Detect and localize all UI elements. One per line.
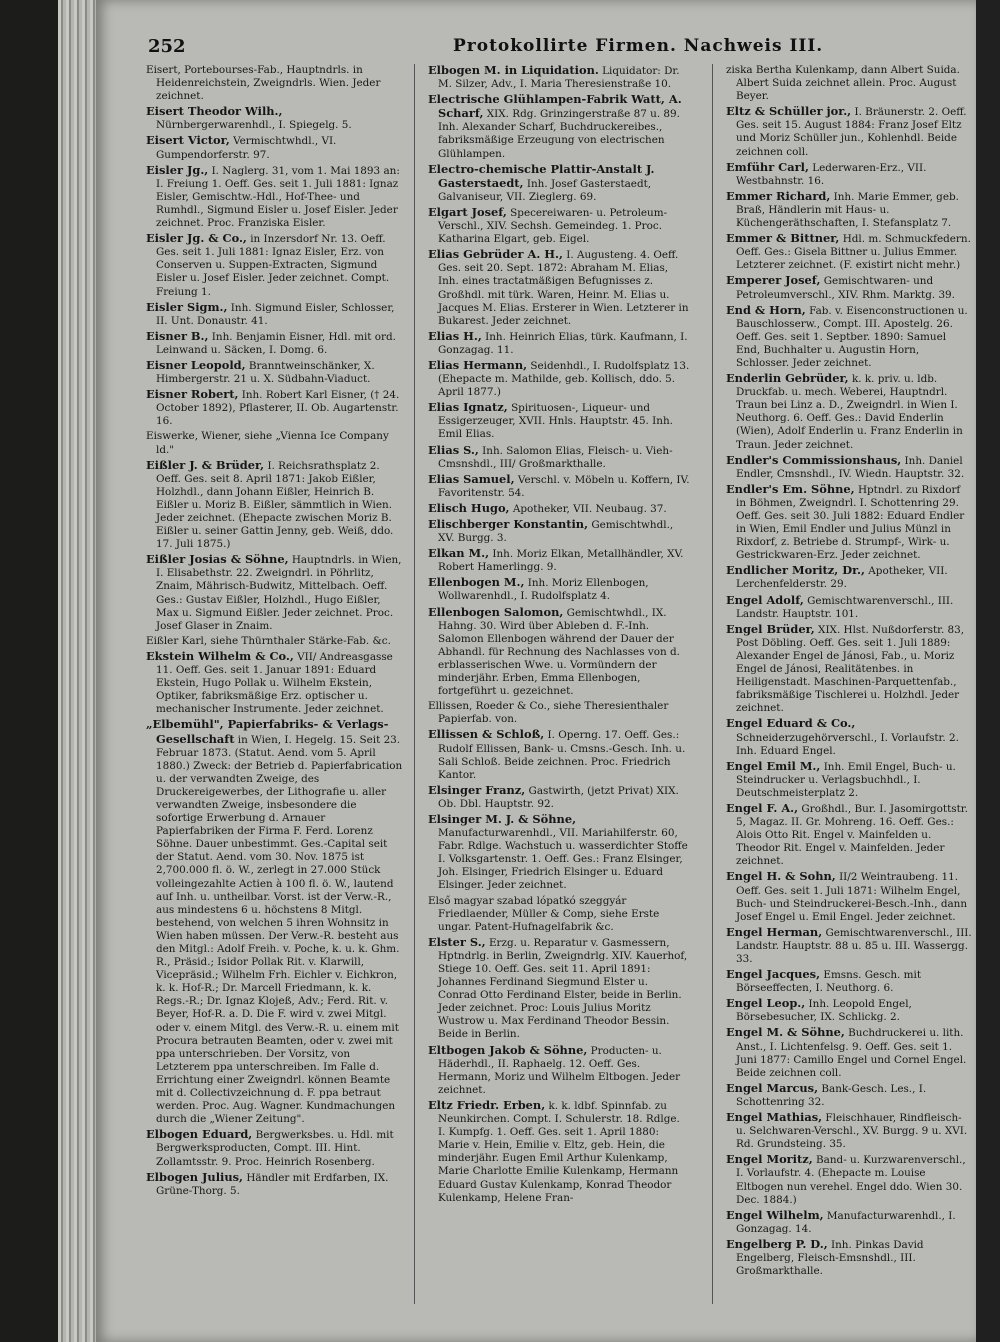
firm-details: I. Naglerg. 31, vom 1. Mai 1893 an: I. Freiung 1. Oeff. Ges. seit 1. Juli 1881: Ignaz Eisler, Gemischtw.-Hdl., Hof-Thee- und Rumhdl., Sigmund Eisler u. Josef Eisler. Jeder zeichnet. Proc. Franziska Eisler.	[156, 164, 400, 230]
firm-name: Emmer & Bittner,	[726, 231, 840, 246]
firm-name: Elias H.,	[428, 328, 482, 343]
directory-entry	[428, 206, 690, 246]
firm-name: Elbogen Eduard,	[146, 1127, 253, 1142]
firm-name: Eisert Victor,	[146, 133, 230, 148]
firm-name: End & Horn,	[726, 302, 806, 317]
directory-entry	[726, 1209, 972, 1236]
directory-entry	[428, 1099, 690, 1205]
directory-entry	[428, 401, 690, 441]
firm-name: Engelberg P. D.,	[726, 1236, 828, 1251]
firm-details: Inh. Pinkas David Engelberg, Fleisch-Emsnshdl., III. Großmarkthalle.	[736, 1238, 924, 1278]
directory-entry	[146, 301, 404, 328]
firm-name: Engel M. & Söhne,	[726, 1025, 845, 1040]
firm-details: k. k. ldbf. Spinnfab. zu Neunkirchen. Compt. I. Schulerstr. 18. Rdlge. I. Kumpfg. 1. Oeff. Ges. seit 1. April 1880: Marie v. Hein, Emilie v. Eltz, geb. Hein, die minderjähr. Eugen Emil Arthur Kulenkamp, Marie Charlotte Emilie Kulenkamp, Hermann Eduard Gustav Kulenkamp, Konrad Theodor Kulenkamp, Helene Fran-	[438, 1099, 680, 1204]
firm-name: Emführ Carl,	[726, 159, 809, 174]
directory-entry	[726, 1111, 972, 1151]
firm-name: Eisner Robert,	[146, 387, 239, 402]
firm-details: XIX. Hlst. Nußdorferstr. 83, Post Döbling. Oeff. Ges. seit 1. Juli 1889: Alexander Engel de Jánosi, Fab., u. Moriz Engel de Jánosi, Realitätenbes. in Heiligenstadt. Maschinen-Parquettenfab., fabriksmäßige Tischlerei u. Holzhdl. Jeder zeichnet.	[736, 623, 965, 715]
firm-name: Elisch Hugo,	[428, 500, 510, 515]
directory-entry	[428, 248, 690, 328]
firm-name: Engel Emil M.,	[726, 758, 821, 773]
firm-details: Liquidator: Dr. M. Silzer, Adv., I. Maria Theresienstraße 10.	[438, 65, 680, 91]
firm-details: Emsns. Gesch. mit Börseeffecten, I. Neuthorg. 6.	[736, 969, 922, 995]
directory-entry	[726, 594, 972, 621]
firm-name: Eisner Leopold,	[146, 357, 246, 372]
directory-entry	[146, 430, 404, 456]
directory-page	[96, 0, 976, 1342]
directory-entry	[146, 650, 404, 716]
directory-entry	[428, 547, 690, 574]
firm-details: Hptndrl. zu Rixdorf in Böhmen, Zweigndrl. I. Schottenring 29. Oeff. Ges. seit 30. Juli 1882: Eduard Endler in Wien, Emil Endler und Julius Münzl in Rixdorf, z. Betriebe d. Strumpf-, Wirk- u. Gestrickwaren-Erz. Jeder zeichnet.	[736, 483, 965, 562]
firm-name: Engel Leop.,	[726, 996, 806, 1011]
directory-entry	[726, 997, 972, 1024]
directory-entry	[146, 553, 404, 633]
firm-details: in Wien, I. Hegelg. 15. Seit 23. Februar 1873. (Statut. Aend. vom 5. April 1880.) Zweck: der Betrieb d. Papierfabrication u. der verwandten Zweige, des Druckereigewerbes, der Lithografie u. aller verwandten Zweige, insbesondere die sofortige Erwerbung d. Arnauer Papierfabriken der Firma F. Ferd. Lorenz Söhne. Dauer unbestimmt. Ges.-Capital seit der Statut. Aend. vom 30. Nov. 1875 ist 2,700.000 fl. ö. W., zerlegt in 27.000 Stück volleingezahlte Actien à 100 fl. ö. W., lautend auf Inh. u. untheilbar. Vorst. ist der Verw.-R., aus mindestens 6 u. höchstens 8 Mitgl. bestehend, von welchen 5 ihren Wohnsitz in Wien haben müssen. Der Verw.-R. besteht aus den Mitgl.: Adolf Freih. v. Poche, k. u. k. Ghm. R., Präsid.; Isidor Pollak Rit. v. Klarwill, Vicepräsid.; Wilhelm Frh. Eichler v. Eichkron, k. k. Hof-R.; Dr. Marcell Friedmann, k. k. Regs.-R.; Dr. Ignaz Klojeß, Adv.; Ferd. Rit. v. Beyer, Hof-R. a. D. Die F. wird v. zwei Mitgl. oder v. einem Mitgl. des Verw.-R. u. einem mit Procura betrauten Beamten, oder v. zwei mit ppa unterschrieben. Der Vorsitz, von Letzterem ppa unterschreiben. Im Falle d. Errichtung einer Zweigndrl. können Beamte mit d. Collectivzeichnung d. F. ppa betraut werden. Proc. Aug. Wagner. Kundmachungen durch die „Wiener Zeitung".	[156, 733, 403, 1126]
firm-name: Engel F. A.,	[726, 800, 799, 815]
firm-name: Endler's Em. Söhne,	[726, 481, 855, 496]
directory-entry	[428, 359, 690, 399]
column-left	[146, 64, 404, 1314]
column-right	[726, 64, 972, 1314]
directory-entry	[726, 1238, 972, 1278]
firm-details: Bank-Gesch. Les., I. Schottenring 32.	[736, 1082, 927, 1108]
firm-details: Fab. v. Eisenconstructionen u. Bauschlosserw., Compt. III. Apostelg. 26. Oeff. Ges. seit 1. Septber. 1890: Samuel End, Buchhalter u. Augustin Horn, Schlosser. Jeder zeichnet.	[736, 304, 968, 369]
directory-entry	[726, 161, 972, 188]
firm-details: Seidenhdl., I. Rudolfsplatz 13. (Ehepacte m. Mathilde, geb. Kollisch, ddo. 5. April 1877.)	[438, 359, 690, 399]
directory-entry	[726, 64, 972, 103]
firm-details: Vermischtwhdl., VI. Gumpendorferstr. 97.	[156, 135, 337, 161]
directory-entry	[726, 105, 972, 158]
firm-name: Engel Mathias,	[726, 1110, 823, 1125]
directory-entry	[428, 936, 690, 1042]
firm-details: Buchdruckerei u. lith. Anst., I. Lichtenfelsg. 9. Oeff. Ges. seit 1. Juni 1877: Camillo Engel und Cornel Engel. Beide zeichnen coll.	[736, 1027, 967, 1079]
firm-details: Gemischtwarenverschl., III. Landstr. Hauptstr. 88 u. 85 u. III. Wassergg. 33.	[736, 926, 972, 965]
directory-entry	[428, 502, 690, 516]
firm-details: Apotheker, VII. Neubaug. 37.	[512, 502, 667, 515]
firm-details: I. Bräunerstr. 2. Oeff. Ges. seit 15. August 1884: Franz Josef Eltz und Moriz Schüller jun., Kohlenhdl. Beide zeichnen coll.	[736, 106, 967, 158]
firm-details: Specereiwaren- u. Petroleum-Verschl., XIV. Sechsh. Gemeindeg. 1. Proc. Katharina Elgart, geb. Eigel.	[438, 206, 668, 246]
firm-details: Inh. Salomon Elias, Fleisch- u. Vieh-Cmsnshdl., III/ Großmarkthalle.	[438, 444, 673, 470]
firm-details: Gastwirth, (jetzt Privat) XIX. Ob. Dbl. Hauptstr. 92.	[438, 784, 679, 810]
column-middle	[428, 64, 690, 1314]
firm-details: XIX. Rdg. Grinzingerstraße 87 u. 89. Inh. Alexander Scharf, Buchdruckereibes., fabriksmäßige Erzeugung von electrischen Glühlampen.	[438, 108, 680, 160]
firm-details: I. Augusteng. 4. Oeff. Ges. seit 20. Sept. 1872: Abraham M. Elias, Inh. eines tractatmäßigen Befugnisses z. Großhdl. mit türk. Waren, Heinr. M. Elias u. Jacques M. Elias. Ersterer in Wien. Letzterer in Bukarest. Jeder zeichnet.	[438, 249, 689, 327]
firm-details: Gemischtwaren- und Petroleumverschl., XIV. Rhm. Marktg. 39.	[736, 275, 955, 301]
firm-name: Elischberger Konstantin,	[428, 517, 589, 531]
firm-name: Eisert Theodor Wilh.,	[146, 104, 283, 119]
firm-details: Hauptndrls. in Wien, I. Elisabethstr. 22. Zweigndrl. in Pöhrlitz, Znaim, Mährisch-Budwitz, Mittelbach. Oeff. Ges.: Gustav Eißler, Holzhdl., Hugo Eißler, Max u. Sigmund Eißler. Jeder zeichnet. Proc. Josef Glaser in Znaim.	[156, 554, 402, 632]
firm-name: Engel Brüder,	[726, 621, 815, 636]
firm-name: Emperer Josef,	[726, 273, 821, 288]
directory-entry	[146, 635, 404, 648]
directory-entry	[146, 330, 404, 357]
directory-entry	[726, 968, 972, 995]
firm-details: Inh. Moriz Ellenbogen, Wollwarenhdl., I. Rudolfsplatz 4.	[438, 577, 649, 603]
directory-entry	[146, 1171, 404, 1198]
page-header	[148, 36, 948, 66]
firm-name: Elias Hermann,	[428, 357, 528, 372]
directory-entry	[428, 576, 690, 603]
directory-entry	[726, 717, 972, 757]
directory-entry	[726, 802, 972, 868]
firm-details: Eiswerke, Wiener, siehe „Vienna Ice Company ld."	[146, 430, 389, 456]
firm-details: Inh. Daniel Endler, Cmsnshdl., IV. Wiedn. Hauptstr. 32.	[736, 454, 965, 480]
directory-entry	[726, 870, 972, 923]
directory-entry	[146, 359, 404, 386]
firm-name: Eißler J. & Brüder,	[146, 457, 265, 472]
firm-name: Elbogen M. in Liquidation.	[428, 64, 599, 77]
firm-details: Eisert, Portebourses-Fab., Hauptndrls. in Heidenreichstein, Zweigndrls. Wien. Jeder zeichnet.	[146, 64, 381, 103]
firm-details: Inh. Leopold Engel, Börsebesucher, IX. Schlickg. 2.	[736, 998, 912, 1024]
firm-details: Fleischhauer, Rindfleisch- u. Selchwaren-Verschl., XV. Burgg. 9 u. XVI. Rd. Grundsteing. 35.	[736, 1112, 968, 1151]
book-page-edges	[58, 0, 98, 1342]
firm-name: Elias Ignatz,	[428, 400, 508, 415]
firm-details: Inh. Marie Emmer, geb. Braß, Händlerin mit Haus- u. Küchengeräthschaften, I. Stefansplatz 7.	[736, 190, 959, 230]
firm-name: Enderlin Gebrüder,	[726, 371, 849, 386]
directory-entry	[146, 105, 404, 132]
firm-name: Engel Eduard & Co.,	[726, 716, 856, 731]
firm-name: Elkan M.,	[428, 546, 490, 561]
directory-entry	[428, 606, 690, 699]
directory-entry	[726, 623, 972, 716]
directory-entry	[428, 64, 690, 91]
firm-name: Elster S.,	[428, 934, 486, 949]
firm-name: Elias Samuel,	[428, 471, 515, 486]
firm-name: Elgart Josef,	[428, 204, 507, 219]
directory-entry	[428, 784, 690, 811]
firm-name: Ellissen & Schloß,	[428, 727, 545, 742]
firm-name: Ellenbogen Salomon,	[428, 604, 564, 619]
firm-details: Inh. Emil Engel, Buch- u. Steindrucker u. Verlagsbuchhdl., I. Deutschmeisterplatz 2.	[736, 760, 956, 799]
directory-entry	[428, 473, 690, 500]
scan-dark-margin	[976, 0, 1000, 1342]
directory-entry	[428, 163, 690, 204]
directory-entry	[726, 274, 972, 301]
firm-details: Händler mit Erdfarben, IX. Grüne-Thorg. 5.	[156, 1171, 389, 1197]
firm-name: Eißler Josias & Söhne,	[146, 552, 289, 567]
firm-details: Schneiderzugehörverschl., I. Vorlaufstr. 2. Inh. Eduard Engel.	[736, 731, 959, 757]
firm-details: k. k. priv. u. ldb. Druckfab. u. mech. Weberei, Hauptndrl. Traun bei Linz a. D., Zweigndrl. in Wien I. Neuthorg. 6. Oeff. Ges.: David Enderlin (Wien), Adolf Enderlin u. Franz Enderlin in Traun. Jeder zeichnet.	[736, 373, 963, 451]
column-divider	[414, 64, 415, 1304]
firm-name: Emmer Richard,	[726, 188, 831, 203]
directory-entry	[428, 813, 690, 893]
directory-entry	[726, 760, 972, 800]
firm-name: Endlicher Moritz, Dr.,	[726, 563, 865, 578]
firm-details: Manufacturwarenhdl., I. Gonzagag. 14.	[736, 1209, 956, 1235]
firm-details: Band- u. Kurzwarenverschl., I. Vorlaufstr. 4. (Ehepacte m. Louise Eltbogen nun verehel. Engel ddo. Wien 30. Dec. 1884.)	[736, 1154, 966, 1206]
firm-name: Engel H. & Sohn,	[726, 869, 836, 884]
firm-details: I. Operng. 17. Oeff. Ges.: Rudolf Ellissen, Bank- u. Cmsns.-Gesch. Inh. u. Sali Schloß. Beide zeichnen. Proc. Friedrich Kantor.	[438, 729, 686, 781]
firm-details: Inh. Josef Gasterstaedt, Galvaniseur, VII. Zieglerg. 69.	[438, 177, 652, 203]
firm-name: Eisler Jg.,	[146, 162, 209, 177]
directory-entry	[428, 700, 690, 726]
column-divider	[712, 64, 713, 1304]
firm-details: Apotheker, VII. Lerchenfelderstr. 29.	[736, 565, 948, 591]
firm-details: Eißler Karl, siehe Thürnthaler Stärke-Fab. &c.	[146, 634, 391, 647]
firm-name: Eisler Sigm.,	[146, 299, 228, 314]
directory-entry	[428, 1044, 690, 1097]
directory-entry	[146, 164, 404, 230]
directory-entry	[428, 518, 690, 545]
firm-details: Gemischtwarenverschl., III. Landstr. Hauptstr. 101.	[736, 594, 954, 620]
firm-name: Elsinger Franz,	[428, 782, 526, 797]
firm-name: Electro-chemische Plattir-Anstalt J. Gasterstaedt,	[428, 161, 655, 190]
directory-entry	[146, 134, 404, 161]
firm-name: „Elbemühl", Papierfabriks- & Verlags-Gesellschaft	[146, 717, 389, 746]
directory-entry	[726, 304, 972, 370]
firm-details: Inh. Benjamin Eisner, Hdl. mit ord. Leinwand u. Säcken, I. Domg. 6.	[156, 330, 396, 356]
firm-name: Engel Herman,	[726, 924, 823, 939]
directory-entry	[726, 483, 972, 563]
firm-name: Ellenbogen M.,	[428, 575, 525, 590]
page-title: Protokollirte Firmen. Nachweis III.	[453, 36, 824, 56]
firm-details: Inh. Robert Karl Eisner, († 24. October 1892), Pflasterer, II. Ob. Augartenstr. 16.	[156, 389, 400, 428]
directory-entry	[146, 64, 404, 103]
firm-name: Eltz & Schüller jor.,	[726, 104, 852, 119]
firm-name: Elsinger M. J. & Söhne,	[428, 811, 577, 826]
firm-name: Engel Adolf,	[726, 592, 804, 607]
directory-entry	[726, 232, 972, 272]
firm-details: Hdl. m. Schmuckfedern. Oeff. Ges.: Gisela Bittner u. Julius Emmer. Letzterer zeichnet. (F. existirt nicht mehr.)	[736, 233, 971, 272]
firm-details: Spirituosen-, Liqueur- und Essigerzeuger, XVII. Hnls. Hauptstr. 45. Inh. Emil Elias.	[438, 402, 673, 441]
firm-details: Gemischtwhdl., IX. Hahng. 30. Wird über Ableben d. F.-Inh. Salomon Ellenbogen während der Dauer der Abhandl. für Rechnung des Nachlasses von d. erblasserischen Wwe. u. Vormündern der minderjähr. Erben, Emma Ellenbogen, fortgeführt u. gezeichnet.	[438, 606, 680, 698]
firm-details: II/2 Weintraubeng. 11. Oeff. Ges. seit 1. Juli 1871: Wilhelm Engel, Buch- und Steindruckerei-Besch.-Inh., dann Josef Engel u. Emil Engel. Jeder zeichnet.	[736, 871, 968, 923]
page-number: 252	[148, 36, 186, 57]
directory-entry	[428, 895, 690, 934]
directory-entry	[146, 459, 404, 552]
firm-details: Branntweinschänker, X. Himbergerstr. 21 u. X. Südbahn-Viaduct.	[156, 359, 375, 386]
firm-name: Eltz Friedr. Erben,	[428, 1097, 546, 1112]
directory-entry	[726, 190, 972, 230]
directory-entry	[726, 926, 972, 966]
firm-name: Engel Jacques,	[726, 967, 821, 982]
directory-entry	[726, 1153, 972, 1206]
firm-details: Manufacturwarenhdl., VII. Mariahilferstr. 60, Fabr. Rdlge. Wachstuch u. wasserdichter Stoffe I. Volksgartenstr. 1. Oeff. Ges.: Franz Elsinger, Joh. Elsinger, Friedrich Elsinger u. Eduard Elsinger. Jeder zeichnet.	[438, 827, 688, 892]
firm-name: Elias Gebrüder A. H.,	[428, 247, 563, 262]
directory-entry	[428, 444, 690, 471]
firm-details: Bergwerksbes. u. Hdl. mit Bergwerksproducten, Compt. III. Hint. Zollamtsstr. 9. Proc. Heinrich Rosenberg.	[156, 1129, 394, 1168]
directory-entry	[726, 564, 972, 591]
firm-details: Verschl. v. Möbeln u. Koffern, IV. Favoritenstr. 54.	[438, 473, 690, 499]
directory-entry	[428, 330, 690, 357]
firm-details: Első magyar szabad lópatkó szeggyár Friedlaender, Müller & Comp, siehe Erste ungar. Patent-Hufnagelfabrik &c.	[428, 894, 660, 933]
firm-details: Producten- u. Häderhdl., II. Raphaelg. 12. Oeff. Ges. Hermann, Moriz und Wilhelm Eltbogen. Jeder zeichnet.	[438, 1044, 681, 1096]
directory-entry	[146, 388, 404, 428]
firm-details: Inh. Heinrich Elias, türk. Kaufmann, I. Gonzagag. 11.	[438, 330, 688, 356]
firm-details: Inh. Moriz Elkan, Metallhändler, XV. Robert Hamerlingg. 9.	[438, 548, 684, 574]
directory-entry	[726, 1082, 972, 1109]
directory-entry	[146, 718, 404, 1126]
directory-entry	[726, 372, 972, 452]
firm-details: ziska Bertha Kulenkamp, dann Albert Suida. Albert Suida zeichnet allein. Proc. August Beyer.	[726, 64, 960, 103]
firm-details: Gemischtwhdl., XV. Burgg. 3.	[438, 519, 674, 545]
firm-name: Engel Marcus,	[726, 1080, 819, 1095]
firm-name: Eisner B.,	[146, 328, 209, 343]
firm-name: Engel Moritz,	[726, 1152, 813, 1167]
firm-name: Endler's Commissionshaus,	[726, 452, 902, 467]
firm-details: in Inzersdorf Nr. 13. Oeff. Ges. seit 1. Juli 1881: Ignaz Eisler, Erz. von Conserven u. Suppen-Extracten, Sigmund Eisler u. Josef Eisler. Jeder zeichnet. Compt. Freiung 1.	[156, 233, 390, 298]
directory-entry	[726, 1026, 972, 1079]
firm-details: Erzg. u. Reparatur v. Gasmessern, Hptndrlg. in Berlin, Zweigndrlg. XIV. Kauerhof, Stiege 10. Oeff. Ges. seit 11. April 1891: Johannes Ferdinand Siegmund Elster u. Conrad Otto Ferdinand Elster, beide in Berlin. Jeder zeichnet. Proc: Louis Julius Moritz Wustrow u. Max Ferdinand Theodor Bessin. Beide in Berlin.	[438, 936, 688, 1041]
directory-entry	[146, 1128, 404, 1168]
firm-details: Ellissen, Roeder & Co., siehe Theresienthaler Papierfab. von.	[428, 700, 669, 726]
firm-details: VII/ Andreasgasse 11. Oeff. Ges. seit 1. Januar 1891: Eduard Ekstein, Hugo Pollak u. Wilhelm Ekstein, Optiker, fabriksmäßige Erz. optischer u. mechanischer Instrumente. Jeder zeichnet.	[156, 650, 393, 716]
firm-details: Großhdl., Bur. I. Jasomirgottstr. 5, Magaz. II. Gr. Mohreng. 16. Oeff. Ges.: Alois Otto Rit. Engel v. Mainfelden u. Theodor Rit. Engel v. Mainfelden. Jeder zeichnet.	[736, 802, 968, 868]
firm-details: I. Reichsrathsplatz 2. Oeff. Ges. seit 8. April 1871: Jakob Eißler, Holzhdl., dann Johann Eißler, Heinrich B. Eißler u. Moriz B. Eißler, sämmtlich in Wien. Jeder zeichnet. (Ehepacte zwischen Moriz B. Eißler u. seiner Gattin Jenny, geb. Weiß, ddo. 17. Juli 1875.)	[156, 459, 394, 551]
directory-entry	[428, 93, 690, 160]
firm-details: Lederwaren-Erz., VII. Westbahnstr. 16.	[736, 161, 927, 187]
firm-details: Nürnbergerwarenhdl., I. Spiegelg. 5.	[156, 119, 352, 132]
firm-name: Elbogen Julius,	[146, 1169, 244, 1184]
firm-name: Eltbogen Jakob & Söhne,	[428, 1042, 588, 1057]
firm-name: Ekstein Wilhelm & Co.,	[146, 648, 294, 663]
directory-entry	[726, 454, 972, 481]
directory-entry	[146, 232, 404, 298]
firm-name: Engel Wilhelm,	[726, 1207, 824, 1222]
firm-details: Inh. Sigmund Eisler, Schlosser, II. Unt. Donaustr. 41.	[156, 301, 395, 327]
firm-name: Elias S.,	[428, 442, 479, 457]
firm-name: Eisler Jg. & Co.,	[146, 231, 247, 246]
firm-name: Electrische Glühlampen-Fabrik Watt, A. Scharf,	[428, 92, 682, 121]
directory-entry	[428, 728, 690, 781]
